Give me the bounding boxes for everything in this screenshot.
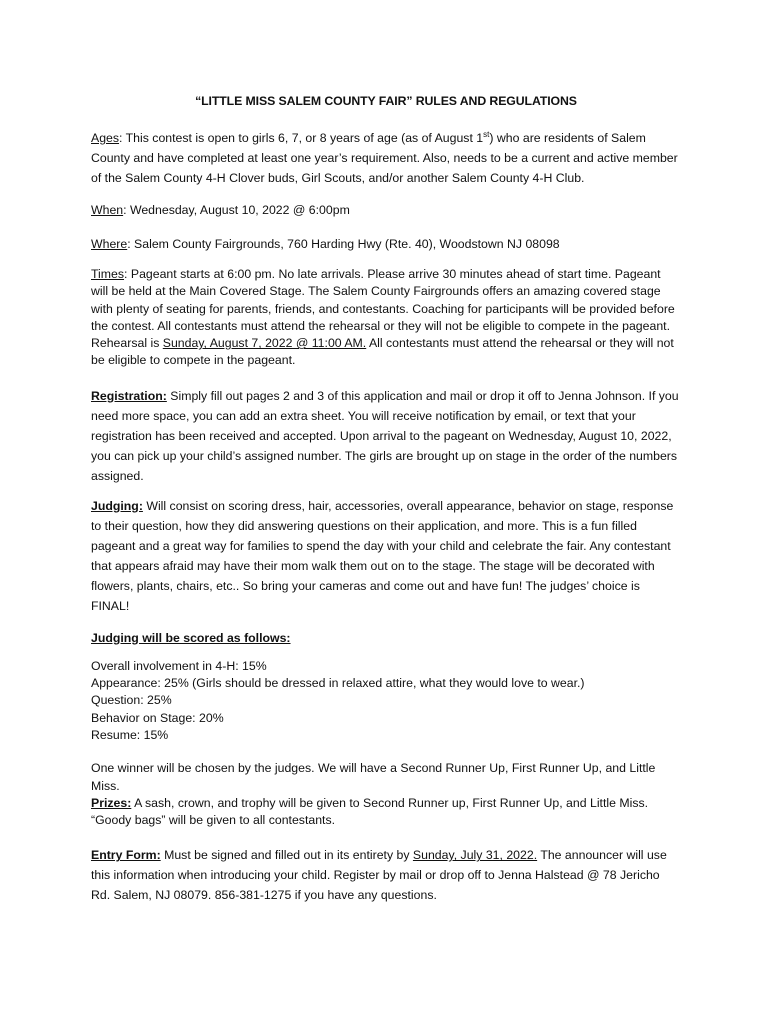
ages-label: Ages	[91, 131, 120, 145]
times-text-a: : Pageant starts at 6:00 pm. No late arrivals. Please arrive 30 minutes ahead of start time. Pageant will be held at the Main Covered Stage. The Salem County Fairgrounds offers an amazing covered stage with plenty of seating for parents, friends, and contestants. Coaching for participants will be provided before the contest. All contestants must attend the rehearsal or they will not be eligible to compete in the pageant. Rehearsal is	[91, 267, 675, 351]
judging-label: Judging:	[91, 498, 143, 513]
scoring-list	[91, 658, 681, 744]
ages-text-b: ) who are residents of Salem County and have completed at least one year’s requirement. Also, needs to be a current and active member of the Salem County 4-H Clover buds, Girl Scouts, and/or another Salem County 4-H Club.	[91, 131, 678, 185]
entry-form-text-b: The announcer will use this information when introducing your child. Register by mail or drop off to Jenna Halstead @ 78 Jericho Rd. Salem, NJ 08079. 856-381-1275 if you have any questions.	[91, 848, 667, 903]
scoring-item: Overall involvement in 4-H: 15%	[91, 658, 267, 673]
scoring-item: Resume: 15%	[91, 727, 169, 742]
judging-paragraph	[91, 496, 681, 616]
winners-paragraph: One winner will be chosen by the judges. We will have a Second Runner Up, First Runner Up, and Little Miss.	[91, 761, 656, 793]
prizes-label: Prizes:	[91, 795, 132, 810]
ages-text-a: : This contest is open to girls 6, 7, or 8 years of age (as of August 1	[119, 131, 484, 145]
where-label: Where	[91, 237, 128, 251]
where-paragraph	[91, 234, 681, 254]
scoring-heading: Judging will be scored as follows:	[91, 630, 291, 645]
registration-text: Simply fill out pages 2 and 3 of this application and mail or drop it off to Jenna Johnson. If you need more space, you can add an extra sheet. You will receive notification by email, or text that your registration has been received and accepted. Upon arrival to the pageant on Wednesday, August 10, 2022, you can pick up your child’s assigned number. The girls are brought up on stage in the order of the numbers assigned.	[91, 388, 679, 483]
entry-form-label: Entry Form:	[91, 848, 161, 863]
prizes-text: A sash, crown, and trophy will be given to Second Runner up, First Runner Up, and Little Miss.	[131, 795, 649, 810]
times-text-b: All contestants must attend the rehearsal or they will not be eligible to compete in the pageant.	[91, 336, 674, 368]
rehearsal-date: Sunday, August 7, 2022 @ 11:00 AM.	[162, 336, 367, 351]
judging-text: Will consist on scoring dress, hair, accessories, overall appearance, behavior on stage, response to their question, how they did answering questions on their application, and more. This is a fun filled pageant and a great way for families to spend the day with your child and celebrate the fair. Any contestant that appears afraid may have their mom walk them out on to the stage. The stage will be decorated with flowers, plants, chairs, etc.. So bring your cameras and come out and have fun! The judges’ choice is FINAL!	[91, 498, 674, 613]
times-label: Times	[91, 267, 125, 281]
entry-form-paragraph	[91, 845, 681, 905]
page-title: “LITTLE MISS SALEM COUNTY FAIR” RULES AND REGULATIONS	[195, 94, 577, 108]
scoring-item: Question: 25%	[91, 693, 172, 708]
scoring-item: Behavior on Stage: 20%	[91, 710, 224, 725]
entry-form-text-a: Must be signed and filled out in its entirety by	[160, 848, 413, 863]
goody-bags-line: “Goody bags” will be given to all contestants.	[91, 813, 336, 828]
ages-paragraph	[91, 128, 681, 188]
scoring-heading-paragraph	[91, 628, 681, 648]
registration-paragraph	[91, 386, 681, 486]
scoring-item: Appearance: 25% (Girls should be dressed in relaxed attire, what they would love to wear.)	[91, 676, 585, 691]
prizes-paragraph	[91, 795, 681, 830]
document-body	[91, 94, 681, 905]
where-text: : Salem County Fairgrounds, 760 Harding Hwy (Rte. 40), Woodstown NJ 08098	[127, 237, 560, 251]
ages-superscript: st	[483, 130, 490, 139]
registration-label: Registration:	[91, 388, 167, 403]
when-paragraph	[91, 200, 681, 220]
entry-deadline: Sunday, July 31, 2022.	[412, 848, 538, 863]
times-paragraph	[91, 266, 681, 370]
when-label: When	[91, 203, 124, 217]
when-text: : Wednesday, August 10, 2022 @ 6:00pm	[123, 203, 350, 217]
